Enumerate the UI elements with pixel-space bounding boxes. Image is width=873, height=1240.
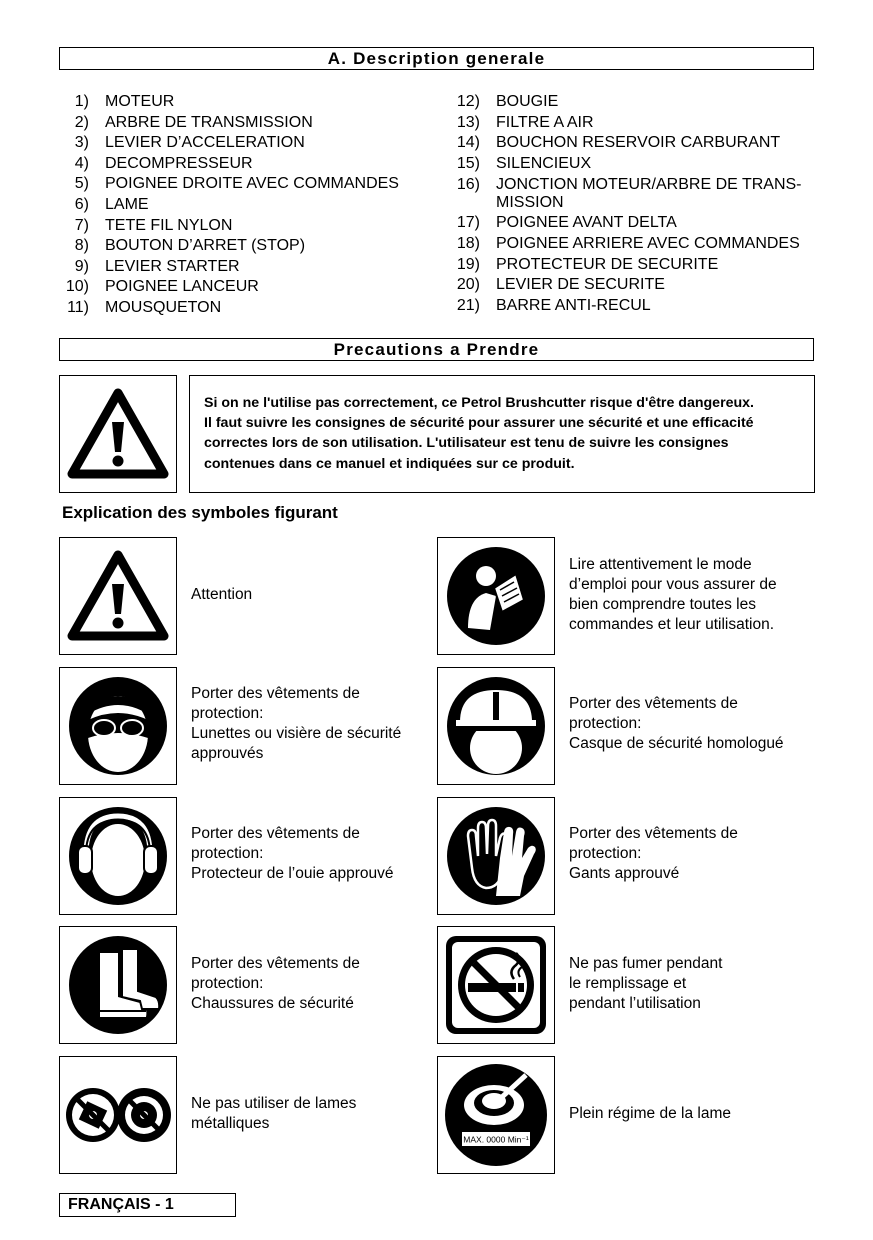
boots-text: Porter des vêtements de protection: Chaussures de sécurité [191,955,360,1012]
blade-speed-icon [438,1057,554,1173]
blade-speed-text: Plein régime de la lame [569,1105,731,1122]
list-item: 1) MOTEUR [74,93,175,110]
ear-protection-icon [60,798,176,914]
list-item: 5) POIGNEE DROITE AVEC COMMANDES [74,175,399,193]
list-item: 9) LEVIER STARTER [74,257,240,275]
list-item: 13) FILTRE A AIR [456,113,594,131]
gloves-text: Porter des vêtements de protection: Gants approuvé [569,825,738,882]
gloves-symbol-box [437,797,555,915]
list-item: 3) LEVIER D’ACCELERATION [74,134,305,152]
no-metal-blades-symbol-box [59,1056,177,1174]
read-manual-text: Lire attentivement le mode d’emploi pour vous assurer de bien comprendre toutes les commandes et leur utilisation. [569,556,777,633]
blade-speed-symbol-box [437,1056,555,1174]
helmet-symbol-box [437,667,555,785]
no-smoking-text: Ne pas fumer pendant le remplissage et pendant l’utilisation [569,955,723,1012]
list-item: 16) JONCTION MOTEUR/ARBRE DE TRANS- MISSION [456,176,802,211]
boots-icon [60,927,176,1043]
no-metal-blades-text: Ne pas utiliser de lames métalliques [191,1095,357,1132]
list-item: 20) LEVIER DE SECURITE [456,276,665,294]
list-item: 14) BOUCHON RESERVOIR CARBURANT [456,134,781,152]
no-metal-blades-icon [60,1057,176,1173]
list-item: 11) MOUSQUETON [67,298,222,316]
list-item: 8) BOUTON D’ARRET (STOP) [74,237,306,255]
ear-protection-text: Porter des vêtements de protection: Protecteur de l’ouie approuvé [191,825,394,882]
warning-triangle-icon [60,538,176,654]
gloves-icon [438,798,554,914]
list-item: 10) POIGNEE LANCEUR [65,278,259,296]
list-item: 15) SILENCIEUX [456,154,592,172]
read-manual-icon [438,538,554,654]
parts-list-right [434,92,802,316]
list-item: 7) TETE FIL NYLON [74,216,233,234]
list-item: 12) BOUGIE [456,93,559,110]
section-a-title: A. Description generale [59,47,814,70]
max-speed-label: MAX. 0000 Min⁻¹ [463,1134,529,1145]
boots-symbol-box [59,926,177,1044]
list-item: 4) DECOMPRESSEUR [74,154,253,172]
list-item: 17) POIGNEE AVANT DELTA [456,214,677,232]
goggles-symbol-box [59,667,177,785]
precautions-title: Precautions a Prendre [59,338,814,361]
list-item: 21) BARRE ANTI-RECUL [456,296,651,314]
warning-triangle-icon [60,376,176,492]
precaution-warning-box [59,375,177,493]
list-item: 6) LAME [74,195,149,213]
list-item: 19) PROTECTEUR DE SECURITE [456,255,719,273]
read-manual-symbol-box [437,537,555,655]
attention-text: Attention [191,586,253,603]
ear-protection-symbol-box [59,797,177,915]
goggles-icon [60,668,176,784]
helmet-icon [438,668,554,784]
goggles-text: Porter des vêtements de protection: Lunettes ou visière de sécurité approuvés [191,685,402,762]
page-footer: FRANÇAIS - 1 [59,1193,236,1217]
symbols-heading: Explication des symboles figurant [62,503,338,522]
helmet-text: Porter des vêtements de protection: Casque de sécurité homologué [569,695,784,752]
no-smoking-icon [438,927,554,1043]
parts-list-left [59,92,399,319]
attention-symbol-box [59,537,177,655]
list-item: 2) ARBRE DE TRANSMISSION [74,113,313,131]
no-smoking-symbol-box [437,926,555,1044]
precaution-warning-text: Si on ne l'utilise pas correctement, ce Petrol Brushcutter risque d'être dangereux. Il faut suivre les consignes de sécurité pour assurer une sécurité et une efficacité correctes lors de son utilisation. L'utilisateur est tenu de suivre les consignes contenues dans ce manuel et indiquées sur ce produit. [189,375,815,493]
list-item: 18) POIGNEE ARRIERE AVEC COMMANDES [456,234,800,252]
